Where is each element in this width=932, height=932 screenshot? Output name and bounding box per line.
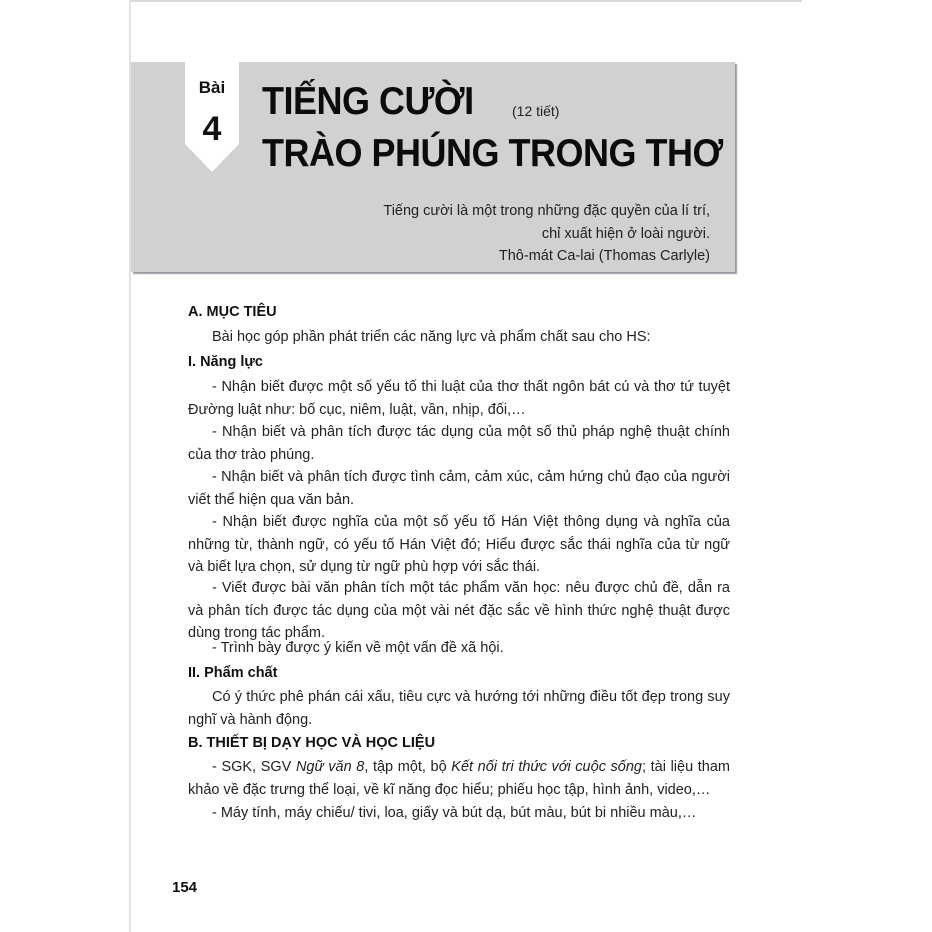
lesson-label: Bài (198, 78, 226, 97)
text: ; tài liệu tham khảo về đặc trưng thể loại, về kĩ năng đọc hiểu; phiếu học tập, hình ảnh, video,… (188, 759, 730, 798)
epigraph-author: Thô-mát Ca-lai (Thomas Carlyle) (498, 248, 710, 264)
section-heading: B. THIẾT BỊ DẠY HỌC VÀ HỌC LIỆU (188, 735, 436, 751)
lesson-title-line2: TRÀO PHÚNG TRONG THƠ (262, 130, 723, 175)
epigraph (383, 200, 710, 268)
text: , tập một, bộ (364, 759, 452, 775)
epigraph-line: Tiếng cười là một trong những đặc quyền của lí trí, (383, 203, 710, 219)
list-item: - Nhận biết được một số yếu tố thi luật của thơ thất ngôn bát cú và thơ tứ tuyệt Đường luật như: bố cục, niêm, luật, vần, nhịp, đối,… (188, 379, 730, 418)
lesson-periods: (12 tiết) (512, 103, 560, 119)
section-heading: II. Phẩm chất (188, 665, 278, 681)
list-item: - Trình bày được ý kiến về một vấn đề xã hội. (212, 640, 504, 656)
text: - SGK, SGV (212, 759, 296, 775)
paragraph: Có ý thức phê phán cái xấu, tiêu cực và hướng tới những điều tốt đẹp trong suy nghĩ và hành động. (188, 689, 730, 728)
lesson-title-line1: TIẾNG CƯỜI (262, 78, 474, 123)
list-item (188, 756, 730, 801)
page-edge (130, 0, 802, 2)
section-heading: A. MỤC TIÊU (188, 304, 277, 320)
epigraph-line: chỉ xuất hiện ở loài người. (541, 225, 710, 242)
list-item: - Máy tính, máy chiếu/ tivi, loa, giấy và bút dạ, bút màu, bút bi nhiều màu,… (212, 805, 697, 821)
lesson-number: 4 (202, 110, 222, 148)
book-title: Ngữ văn 8 (295, 759, 365, 775)
list-item: - Nhận biết và phân tích được tác dụng của một số thủ pháp nghệ thuật chính của thơ trào phúng. (188, 424, 730, 463)
list-item: - Nhận biết và phân tích được tình cảm, cảm xúc, cảm hứng chủ đạo của người viết thể hiện qua văn bản. (188, 469, 730, 508)
page-number: 154 (172, 879, 198, 896)
list-item: - Nhận biết được nghĩa của một số yếu tố Hán Việt thông dụng và nghĩa của những từ, thành ngữ, có yếu tố Hán Việt đó; Hiểu được sắc thái nghĩa của từ ngữ và biết lựa chọn, sử dụng từ ngữ phù hợp với sắc thái. (188, 514, 730, 575)
list-item: - Viết được bài văn phân tích một tác phẩm văn học: nêu được chủ đề, dẫn ra và phân tích được tác dụng của một vài nét đặc sắc về hình thức nghệ thuật được dùng trong tác phẩm. (188, 580, 730, 641)
section-heading: I. Năng lực (188, 354, 263, 370)
series-title: Kết nối tri thức với cuộc sống (451, 759, 642, 775)
paragraph: Bài học góp phần phát triển các năng lực và phẩm chất sau cho HS: (212, 329, 651, 345)
